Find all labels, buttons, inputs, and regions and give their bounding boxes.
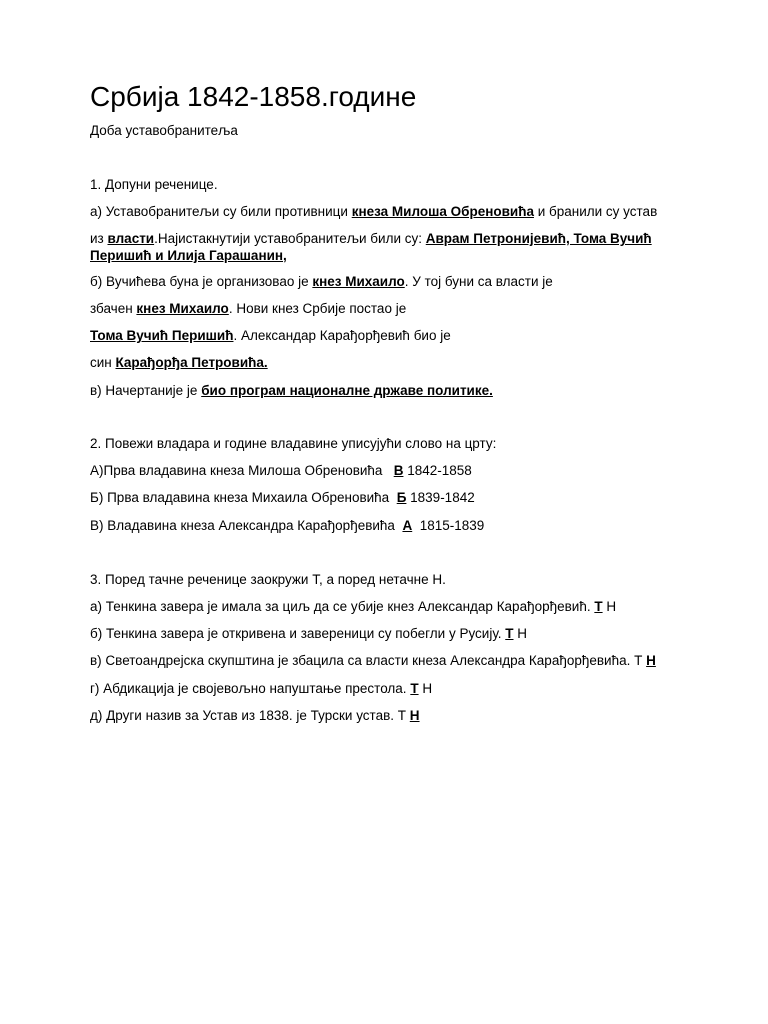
text: 1842-1858 xyxy=(403,463,472,478)
text: Б) Прва владавина кнеза Михаила Обреновића xyxy=(90,490,397,505)
text: . Нови кнез Србије постао је xyxy=(228,301,407,316)
q3-heading: 3. Поред тачне реченице заокружи Т, а поред нетачне Н. xyxy=(90,572,446,587)
false-mark: Н xyxy=(606,599,617,614)
q2-row xyxy=(90,462,472,479)
q2-row xyxy=(90,517,484,534)
q1-a-line3 xyxy=(90,247,287,264)
answer: Карађорђа Петровића. xyxy=(115,355,268,370)
text: А)Прва владавина кнеза Милоша Обреновића xyxy=(90,463,394,478)
true-mark: Т xyxy=(397,708,407,723)
text: .Најистакнутији уставобранитељи били су: xyxy=(154,231,426,246)
text: . У тој буни са власти је xyxy=(404,274,553,289)
answer: Тома Вучић Перишић xyxy=(90,328,234,343)
answer: кнеза Милоша Обреновића xyxy=(351,204,534,219)
false-mark: Н xyxy=(409,708,420,723)
page-title: Србија 1842-1858.године xyxy=(90,81,417,112)
true-mark: Т xyxy=(634,653,643,668)
q3-row xyxy=(90,625,527,642)
true-mark: Т xyxy=(505,626,514,641)
text: б) Вучићева буна је организовао је xyxy=(90,274,313,289)
q3-row xyxy=(90,598,616,615)
answer: кнез Михаило xyxy=(136,301,229,316)
text: . Александар Карађорђевић био је xyxy=(233,328,451,343)
q1-a-line1 xyxy=(90,203,657,220)
answer: Аврам Петронијевић, Тома Вучић xyxy=(425,231,652,246)
q1-b-line3 xyxy=(90,327,451,344)
text: б) Тенкина завера је откривена и завереници су побегли у Русију. xyxy=(90,626,506,641)
q3-row xyxy=(90,652,656,669)
q1-b-line1 xyxy=(90,273,553,290)
answer: А xyxy=(402,518,413,533)
text: В) Владавина кнеза Александра Карађорђевића xyxy=(90,518,403,533)
text: г) Абдикација је својевољно напуштање престола. xyxy=(90,681,411,696)
text: 1839-1842 xyxy=(406,490,475,505)
q1-b-line4 xyxy=(90,354,268,371)
q3-row xyxy=(90,707,420,724)
q1-b-line2 xyxy=(90,300,406,317)
q2-row xyxy=(90,489,475,506)
answer: Б xyxy=(396,490,407,505)
text: из xyxy=(90,231,108,246)
answer: В xyxy=(393,463,404,478)
q3-row xyxy=(90,680,432,697)
text: збачен xyxy=(90,301,137,316)
q1-c-line xyxy=(90,382,493,399)
text: д) Други назив за Устав из 1838. је Турски устав. xyxy=(90,708,398,723)
text: 1815-1839 xyxy=(412,518,485,533)
q1-a-line2 xyxy=(90,230,652,247)
true-mark: Т xyxy=(594,599,603,614)
page-subtitle: Доба уставобранитеља xyxy=(90,123,238,138)
text: и бранили су устав xyxy=(533,204,658,219)
text: а) Уставобранитељи су били противници xyxy=(90,204,352,219)
text: син xyxy=(90,355,116,370)
q1-heading: 1. Допуни реченице. xyxy=(90,177,218,192)
text: а) Тенкина завера је имала за циљ да се убије кнез Александар Карађорђевић. xyxy=(90,599,595,614)
true-mark: Т xyxy=(410,681,419,696)
false-mark: Н xyxy=(517,626,528,641)
answer: био програм националне државе политике. xyxy=(201,383,493,398)
answer: кнез Михаило xyxy=(312,274,405,289)
q2-heading: 2. Повежи владара и године владавине уписујући слово на црту: xyxy=(90,436,497,451)
text: в) Начертаније је xyxy=(90,383,202,398)
false-mark: Н xyxy=(422,681,433,696)
answer: власти xyxy=(107,231,155,246)
answer: Перишић и Илија Гарашанин, xyxy=(90,248,287,263)
false-mark: Н xyxy=(646,653,656,668)
text: в) Светоандрејска скупштина је збацила са власти кнеза Александра Карађорђевића. xyxy=(90,653,635,668)
